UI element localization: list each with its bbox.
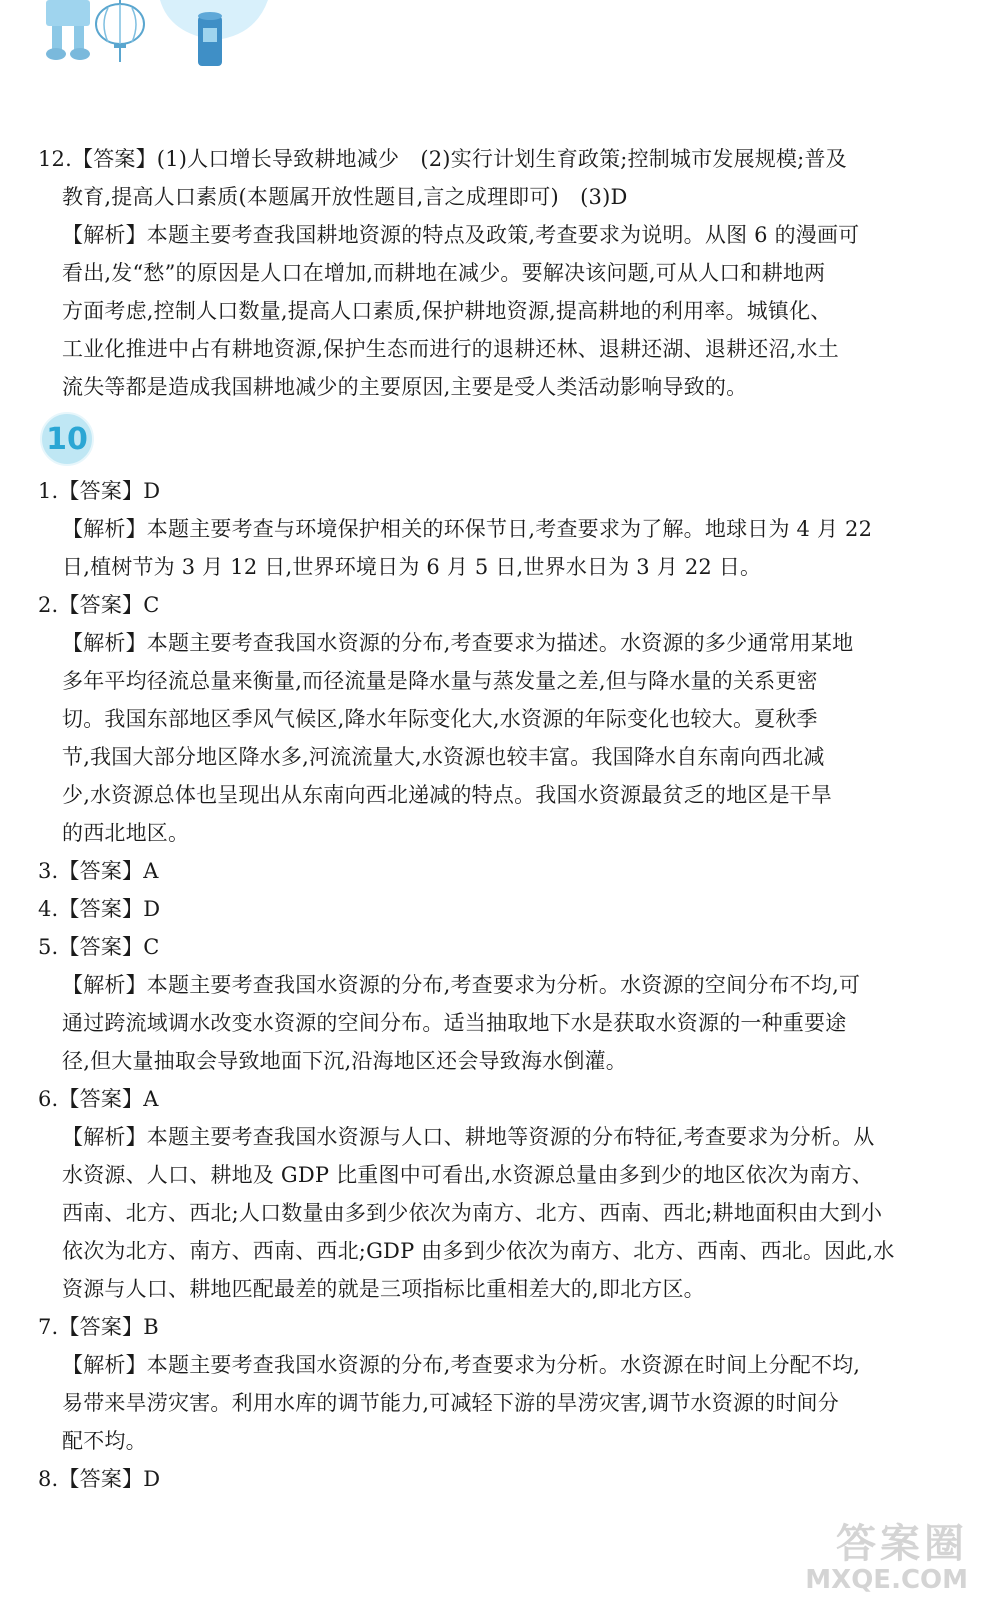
analysis-line: 易带来旱涝灾害。利用水库的调节能力,可减轻下游的旱涝灾害,调节水资源的时间分	[62, 1391, 839, 1415]
analysis-line: 资源与人口、耕地匹配最差的就是三项指标比重相差大的,即北方区。	[62, 1277, 705, 1301]
analysis-line: 工业化推进中占有耕地资源,保护生态而进行的退耕还林、退耕还湖、退耕还沼,水土	[62, 337, 839, 361]
prev-answer-line: 12.【答案】(1)人口增长导致耕地减少 (2)实行计划生育政策;控制城市发展规模;普及	[38, 147, 847, 171]
analysis-line: 通过跨流域调水改变水资源的空间分布。适当抽取地下水是获取水资源的一种重要途	[62, 1011, 847, 1035]
analysis-line: 【解析】本题主要考查我国水资源与人口、耕地等资源的分布特征,考查要求为分析。从	[62, 1125, 875, 1149]
header-decoration	[0, 0, 300, 80]
analysis-line: 的西北地区。	[62, 821, 190, 845]
answer-line: 7.【答案】B	[38, 1315, 159, 1339]
analysis-line: 少,水资源总体也呈现出从东南向西北递减的特点。我国水资源最贫乏的地区是干旱	[62, 783, 833, 807]
prev-answer-line: 教育,提高人口素质(本题属开放性题目,言之成理即可) (3)D	[62, 185, 628, 209]
answer-line: 4.【答案】D	[38, 897, 161, 921]
analysis-line: 切。我国东部地区季风气候区,降水年际变化大,水资源的年际变化也较大。夏秋季	[62, 707, 818, 731]
lantern-figure-icon	[46, 0, 90, 60]
analysis-line: 西南、北方、西北;人口数量由多到少依次为南方、北方、西南、西北;耕地面积由大到小	[62, 1201, 883, 1225]
analysis-line: 看出,发“愁”的原因是人口在增加,而耕地在减少。要解决该问题,可从人口和耕地两	[62, 261, 826, 285]
watermark	[805, 1522, 968, 1594]
analysis-line: 【解析】本题主要考查我国水资源的分布,考查要求为分析。水资源的空间分布不均,可	[62, 973, 861, 997]
analysis-line: 【解析】本题主要考查我国水资源的分布,考查要求为分析。水资源在时间上分配不均,	[62, 1353, 861, 1377]
answer-line: 5.【答案】C	[38, 935, 160, 959]
answer-line: 1.【答案】D	[38, 479, 161, 503]
analysis-line: 配不均。	[62, 1429, 147, 1453]
analysis-line: 【解析】本题主要考查我国耕地资源的特点及政策,考查要求为说明。从图 6 的漫画可	[62, 223, 860, 247]
answer-content	[38, 140, 968, 1498]
analysis-line: 依次为北方、南方、西南、西北;GDP 由多到少依次为南方、北方、西南、西北。因此,水	[62, 1239, 895, 1263]
answer-line: 6.【答案】A	[38, 1087, 159, 1111]
watermark-url: MXQE.COM	[805, 1565, 968, 1595]
analysis-line: 流失等都是造成我国耕地减少的主要原因,主要是受人类活动影响导致的。	[62, 375, 748, 399]
candle-icon	[198, 12, 222, 66]
watermark-logo-text: 答案圈	[836, 1521, 968, 1567]
lantern-icon	[96, 0, 144, 62]
analysis-line: 【解析】本题主要考查与环境保护相关的环保节日,考查要求为了解。地球日为 4 月 22	[62, 517, 873, 541]
analysis-line: 多年平均径流总量来衡量,而径流量是降水量与蒸发量之差,但与降水量的关系更密	[62, 669, 818, 693]
answer-line: 8.【答案】D	[38, 1467, 161, 1491]
analysis-line: 水资源、人口、耕地及 GDP 比重图中可看出,水资源总量由多到少的地区依次为南方、	[62, 1163, 873, 1187]
answer-line: 2.【答案】C	[38, 593, 160, 617]
analysis-line: 【解析】本题主要考查我国水资源的分布,考查要求为描述。水资源的多少通常用某地	[62, 631, 854, 655]
section-number-badge: 10	[40, 412, 94, 466]
analysis-line: 日,植树节为 3 月 12 日,世界环境日为 6 月 5 日,世界水日为 3 月 22 日。	[62, 555, 762, 579]
analysis-line: 方面考虑,控制人口数量,提高人口素质,保护耕地资源,提高耕地的利用率。城镇化、	[62, 299, 832, 323]
answer-line: 3.【答案】A	[38, 859, 159, 883]
analysis-line: 节,我国大部分地区降水多,河流流量大,水资源也较丰富。我国降水自东南向西北减	[62, 745, 825, 769]
analysis-line: 径,但大量抽取会导致地面下沉,沿海地区还会导致海水倒灌。	[62, 1049, 627, 1073]
